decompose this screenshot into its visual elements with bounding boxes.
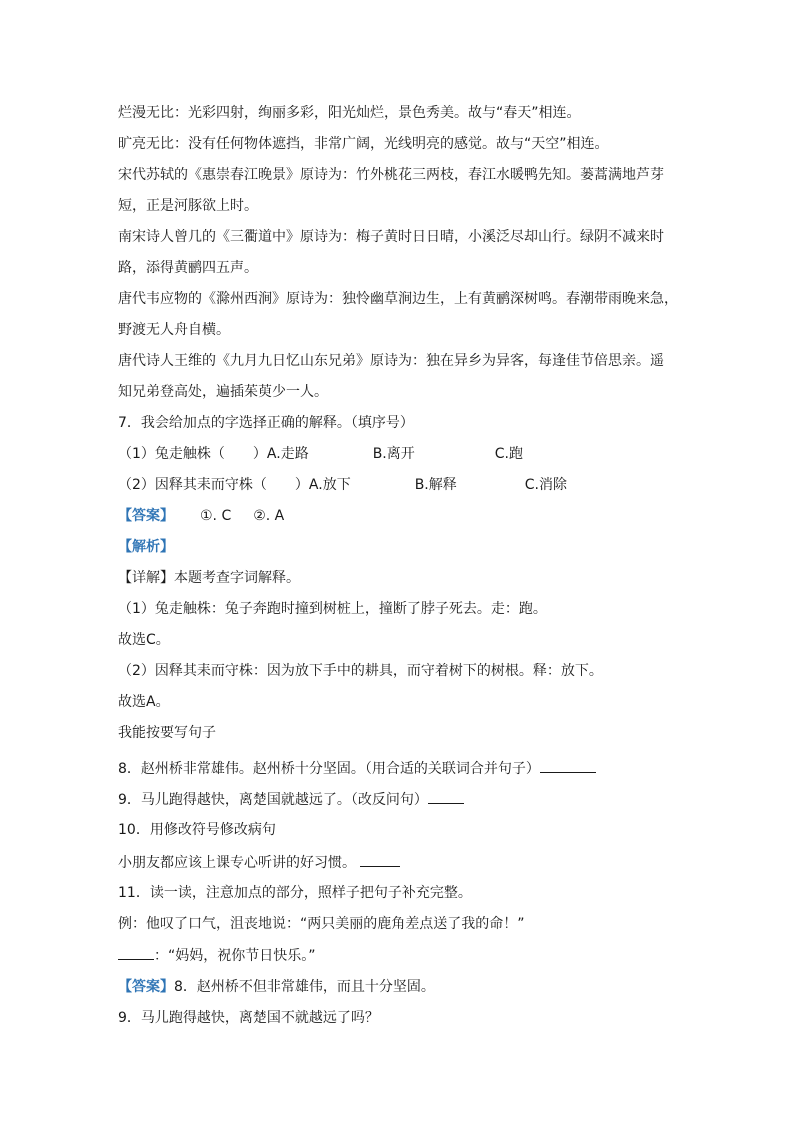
text-line: （2）因释其耒而守株：因为放下手中的耕具，而守着树下的树根。释：放下。 [118,663,603,679]
text-line: 唐代诗人王维的《九月九日忆山东兄弟》原诗为：独在异乡为异客，每逢佳节倍思亲。遥 [118,353,664,369]
text-line: 烂漫无比：光彩四射，绚丽多彩，阳光灿烂，景色秀美。故与“春天”相连。 [118,105,581,121]
text-line: 唐代韦应物的《滁州西涧》原诗为：独怜幽草涧边生，上有黄鹂深树鸣。春潮带雨晚来急， [118,291,678,307]
question-9-text: 9．马儿跑得越快，离楚国就越远了。（改反问句） [118,792,428,808]
item-2-stem: （2）因释其耒而守株（ ）A.放下 [118,477,351,493]
answer-value-2: ②. A [253,508,285,524]
answer-blank [428,789,464,804]
fill-sentence [118,945,678,966]
analysis-tag: 【解析】 [118,539,174,555]
section-heading: 我能按要写句子 [118,725,216,741]
answer-8-text: 8．赵州桥不但非常雄伟，而且十分坚固。 [174,979,435,995]
sick-sentence-text: 小朋友都应该上课专心听讲的好习惯。 [118,855,356,871]
item-1-stem: （1）兔走触株（ ）A.走路 [118,446,309,462]
item-1-option-b: B.离开 [372,446,415,462]
text-line: 旷亮无比：没有任何物体遮挡，非常广阔，光线明亮的感觉。故与“天空”相连。 [118,136,609,152]
answer-line-7 [118,506,678,526]
fill-sentence-text: ：“妈妈，祝你节日快乐。” [154,948,316,964]
question-11: 11．读一读，注意加点的部分，照样子把句子补充完整。 [118,885,472,901]
answer-blank [118,945,154,960]
item-1-option-c: C.跑 [494,446,523,462]
question-7: 7．我会给加点的字选择正确的解释。（填序号） [118,415,414,431]
question-9 [118,789,678,810]
answer-blank [540,758,596,773]
answer-tag: 【答案】 [118,508,174,524]
question-7-item-1 [118,444,678,464]
answer-tag: 【答案】 [118,979,174,995]
example-sentence: 例：他叹了口气，沮丧地说：“两只美丽的鹿角差点送了我的命！” [118,916,525,932]
answer-value-1: ①. C [200,508,232,524]
text-line: 故选A。 [118,694,170,710]
text-line: 路，添得黄鹂四五声。 [118,260,258,276]
sick-sentence [118,852,678,873]
answer-blank [360,852,400,867]
item-2-option-b: B.解释 [414,477,457,493]
text-line: 南宋诗人曾几的《三衢道中》原诗为：梅子黄时日日晴，小溪泛尽却山行。绿阴不减来时 [118,229,664,245]
question-8-text: 8．赵州桥非常雄伟。赵州桥十分坚固。（用合适的关联词合并句子） [118,761,540,777]
text-line: 宋代苏轼的《惠崇春江晚景》原诗为：竹外桃花三两枝，春江水暖鸭先知。蒌蒿满地芦芽 [118,167,664,183]
text-line: 短，正是河豚欲上时。 [118,198,258,214]
answer-9-text: 9．马儿跑得越快，离楚国不就越远了吗？ [118,1010,379,1026]
question-10: 10．用修改符号修改病句 [118,822,276,838]
question-8 [118,758,678,779]
question-7-item-2 [118,475,678,495]
text-line: 【详解】本题考查字词解释。 [118,570,300,586]
text-line: 知兄弟登高处，遍插茱萸少一人。 [118,384,328,400]
text-line: 野渡无人舟自横。 [118,322,230,338]
item-2-option-c: C.消除 [524,477,567,493]
text-line: （1）兔走触株：兔子奔跑时撞到树桩上，撞断了脖子死去。走：跑。 [118,601,547,617]
answer-line-8 [118,977,678,997]
text-line: 故选C。 [118,632,170,648]
